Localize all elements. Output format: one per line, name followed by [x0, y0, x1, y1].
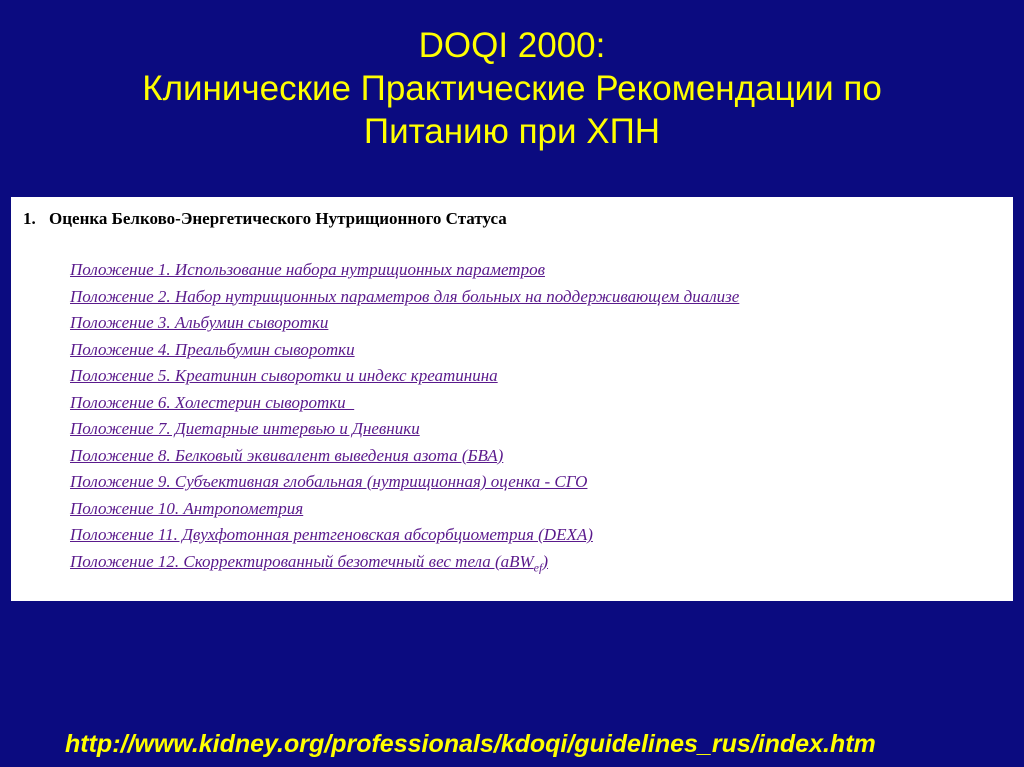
list-item [70, 469, 739, 496]
guideline-link-5[interactable]: Положение 5. Креатинин сыворотки и индекс креатинина [70, 366, 498, 385]
guideline-link-12-suffix: ) [542, 551, 549, 571]
guideline-link-list [70, 257, 739, 575]
guideline-link-1[interactable]: Положение 1. Использование набора нутрищионных параметров [70, 260, 545, 279]
guideline-link-10[interactable]: Положение 10. Антропометрия [70, 498, 304, 518]
footer-url[interactable]: http://www.kidney.org/professionals/kdoqi/guidelines_rus/index.htm [65, 730, 876, 758]
guideline-link-6[interactable]: Положение 6. Холестерин сыворотки [70, 392, 355, 412]
section-heading [23, 209, 507, 229]
list-item [70, 390, 739, 417]
guideline-link-4[interactable]: Положение 4. Преальбумин сыворотки [70, 339, 355, 359]
section-number: 1. [23, 209, 36, 228]
list-item [70, 549, 739, 576]
list-item [70, 363, 739, 390]
title-line-3: Питанию при ХПН [363, 112, 661, 151]
list-item [70, 522, 739, 549]
guideline-link-11[interactable]: Положение 11. Двухфотонная рентгеновская абсорбциометрия (DEXA) [70, 525, 593, 544]
guideline-link-7[interactable]: Положение 7. Диетарные интервью и Дневники [70, 419, 420, 438]
list-item [70, 443, 739, 470]
list-item [70, 284, 739, 311]
guideline-link-12[interactable] [70, 551, 549, 574]
guideline-link-8[interactable]: Положение 8. Белковый эквивалент выведения азота (БВА) [70, 445, 504, 465]
guideline-link-12-text: Положение 12. Скорректированный безотечный вес тела (aBW [70, 551, 534, 571]
title-line-2: Клинические Практические Рекомендации по [142, 69, 882, 108]
section-heading-text: Оценка Белково-Энергетического Нутрищионного Статуса [49, 209, 507, 228]
guideline-link-3[interactable]: Положение 3. Альбумин сыворотки [70, 313, 329, 332]
slide-title [0, 24, 1024, 153]
guideline-link-12-subscript: ef [533, 559, 543, 574]
list-item [70, 337, 739, 364]
guideline-link-2[interactable]: Положение 2. Набор нутрищионных параметров для больных на поддерживающем диализе [70, 286, 740, 306]
document-panel [11, 197, 1013, 601]
list-item [70, 257, 739, 284]
list-item [70, 496, 739, 523]
list-item [70, 416, 739, 443]
guideline-link-9[interactable]: Положение 9. Субъективная глобальная (нутрищионная) оценка - СГО [70, 472, 588, 491]
list-item [70, 310, 739, 337]
title-line-1: DOQI 2000: [418, 26, 606, 65]
